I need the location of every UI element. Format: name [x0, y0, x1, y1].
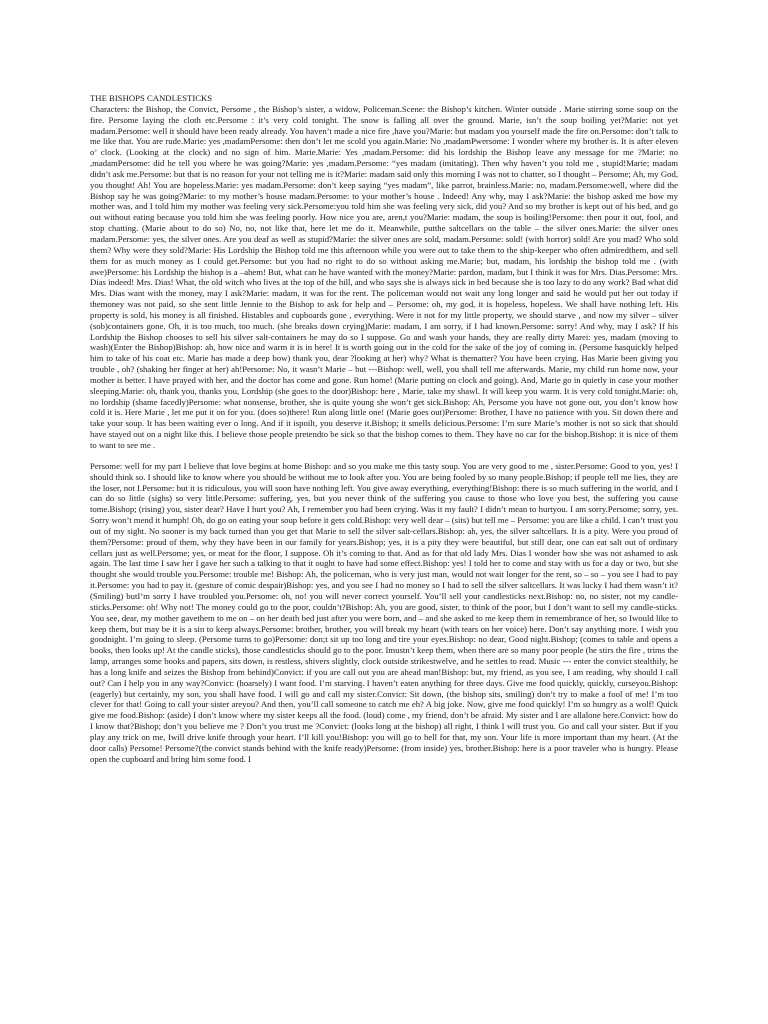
document-title: THE BISHOPS CANDLESTICKS: [90, 93, 213, 103]
document-page: [90, 93, 678, 764]
body-paragraph: Characters: the Bishop, the Convict, Persome , the Bishop’s sister, a widow, Policeman.Scene: the Bishop’s kitchen. Winter outside . Marie stirring some soup on the fire. Persome laying the cloth etc.Persome : it’s very cold tonight. The snow is falling all over the ground. Marie, isn’t the soup boiling yet?Marie: not yet madam.Persome: well it should have been ready already. You haven’t made a nice fire ,have you?Marie: but madam you yourself made the fire on.Persome: don’t talk to me like that. You are rude.Marie: yes ,madamPersome: then don’t let me scold you again.Marie: No ,madamPwersome: I wonder where my brother is. It is after eleven o’ clock. (Looking at the clock) and no sign of him. Marie.Marie: Yes ,madam.Persome: did his lordship the Bishop leave any message for me ?Marie: no ,madamPersome: did he tell you where he was going?Marie: yes ,madam.Persome: “yes madam (imitating). Then why haven’t you told me , stupid!Marie; madam didn’t ask me.Persome: but that is no reason for your not telling me is it?Marie: madam said only this morning I was not to chatter, so I thought – Persome; Ah, my God, you thought! Ah! You are hopeless.Marie: yes madam.Persome: don’t keep saying “yes madam”, like parrot, brainless.Marie: no, madam.Persome:well, where did the Bishop say he was going?Marie: to my mother’s house madam.Persome: to your mother’s house . Indeed! Any why, may I ask?Marie: the bishop asked me how my mother was, and I told him my mother was feeling very sick.Persome:you told him she was feeling very sick, did you? And so my brother is kept out of his bed, and go out without eating because you told him she was feeling poorly. How nice you are, aren,t you?Marie: madam, the soup is boiling!Persome: then pour it out, fool, and stop chatting. (Marie about to do so) No, no, not like that, here let me do it. Meanwhile, putthe saltcellars on the table – the silver ones.Marie: the silver ones madam.Persome: yes, the silver ones. Are you deaf as well as stupid?Marie: the silver ones are sold, madam.Persome: sold! (with horror) sold! Are you mad? Who sold them? Why were they sold?Marie: His Lordship the Bishop told me this afternoon while you were out to take them to the ship-keeper who often admiredthem, and sell them for as much money as I could get.Persome: but you had no right to do so without asking me.Marie; but, madam, his lordship the bishop told me . (with awe)Persome: his Lordship the bishop is a –ahem! But, what can he have wanted with the money?Marie: pardon, madam, but I think it was for Mrs. Dias.Persome: Mrs. Dias indeed! Mrs. Dias! What, the old witch who lives at the top of the hill, and who says she is always sick in bed because she is too lazy to do any work? Bad what did Mrs. Dias want with the money, may I ask?Marie: madam, it was for the rent. The policeman would not wait any long longer and said he would put her out today if themoney was not paid, so she sent little Jennie to the Bishop to ask for help and – Persome: oh, my god, it is hopeless, hopeless. We shall have nothing left. His property is sold, his money is all finished. Histables and cupboards gone , everything. Were it not for my little property, we should starve , and now my silver – silver (sob)containers gone. Oh, it is too much, too much. (she breaks down crying)Marie: madam, I am sorry, if I had known.Persome: sorry! And why, may I ask? If his Lordship the Bishop chooses to sell his silver salt-containers he may do so I suppose. Go and wash your hands, they are really dirty Marei: yes, madam (moving to wash)(Enter the Bishop)Bishop: ah, how nice and warm it is in here! It is worth going out in the cold for the sake of the joy of coming in. (Persome hasquickly helped him to take of his coat etc. Marie has made a deep bow) thank you, dear ?looking at her) why? What is thematter? You have been crying. Has Marie been giving you trouble , oh? (shaking her finger at her) ah!Persome: No, it wasn’t Marie – but ---Bishop: well, well, you shall tell me afterwards. Marie, my child run home now, your mother is better. I have prayed with her, and the doctor has come and gone. Run home! (Marie putting on clock and going). And, Marie go in quietly in case your mother sleeping.Marie: oh, thank you, thanks you, Lordship (she goes to the door)Bishop: here , Marie, take my shawl. It will keep you warm. It is very cold tonight.Marie: oh, no lordship (shame facedly)Persome: what nonsense, brother, she is quite young she won’t get sick.Bishop: Ah, Persome you have not gone out, you don’t know how cold it is. Here Marie , let me put it on for you. (does so)there! Run along little one! (Marie goes out)Persome: Brother, I have no patience with you. Sit down there and take your soup. It has been waiting ever o long. And if it ispoilt, you deserve it.Bishop; it smells delicious.Persome: I’m sure Marie’s mother is not so sick that should have stayed out on a night like this. I believe those people pretendto be sick so that the bishop comes to them. They have no car for the bishop.Bishop: it is nice of them to want to see me .: [90, 103, 678, 450]
body-paragraph: Persome: well for my part I believe that love begins at home Bishop: and so you make me this tasty soup. You are very good to me , sister.Persome: Good to you, yes! I should think so. I should like to know where you should be without me to look after you. You are being fooled by so many people.Bishop; if people tell me lies, they are the loser, not I.Persome: but it is ridiculous, you will soon have nothing left. You give away everything, everything!Bishop: there is so much suffering in the world, and I can do so little (sighs) so very little.Persome: suffering, yes, but you never think of the suffering you cause to those who love you best, the suffering you cause tome.Bishop; (rising) you, sister dear? Have I hurt you? Ah, I remember you had been crying. Was it my fault? I didn’t mean to hurtyou. I am sorry.Persome; sorry, yes. Sorry won’t mend it humph! Oh, do go on eating your soup before it gets cold.Bishop: very well dear – (sits) but tell me – Persome: you are like a child. I can’t trust you out of my sight. No sooner is my back turned than you get that Marie to sell the silver salt-cellars.Bishop: ah, yes, the silver saltcellars. It is a pity. Were you proud of them?Persome: proud of them, why they have been in our family for years.Bishop; yes, it is a pity they were beautiful, but still dear, one can eat salt out of ordinary cellars just as well.Persome; yes, or meat for the floor, I suppose. Oh it’s coming to that. And as for that old lady Mrs. Dias I wonder how she was not ashamed to ask again. The last time I saw her I gave her such a talking to that it ought to have had some effect.Bishop: yes! I told her to come and stay with us for a day or two, but she thought she would trouble you.Persome: trouble me! Bishop: Ah, the policeman, who is very just man, would not wait longer for the rent, so – so – you see I had to pay it.Persome: you had to pay it. (gesture of comic despair)Bishop: yes, and you see I had no money so I had to sell the silver saltcellars. It was lucky I had them wasn’t it? (Smiling) butI’m sorry I have troubled you.Persome: oh, no! you will never correct yourself. You’ll sell your candlesticks next.Bishop: no, no sister, not my candle-sticks.Persome: oh! Why not! The money could go to the poor, couldn’t?Bishop: Ah, you are good, sister, to think of the poor, but I don’t want to sell my candle-sticks. You see, dear, my mother gavethem to me on – on her death bed just after you were born, and – and she asked to me keep them in remembrance of her, so Iwould like to keep them, but may be it is a sin to keep always.Persome: brother, brother, you will break my heart (with tears on her voice) here. Don’t say anything more. I wish you goodnight. I’m going to sleep. (Persome turns to go)Persome: don;t sit up too long and tire your eyes.Bishop: no dear, Good night.Bishop; (comes to table and opens a books, then looks up! At the candle sticks), those candlesticks should go to the poor. Imustn’t keep them, when there are so many poor people (he stirs the fire , trims the lamp, arranges some books and papers, sits down, is restless, shivers slightly, clock outside strikestwelve, and he settles to read. Music --- enter the convict stealthily, he has a long knife and seizes the Bishop from behind)Convict: if you are call out you are ahead man!Bishop: but, my friend, as you see, I am reading, why should I call out? Can I help you in any way?Convict: (hoarsely) I want food. I’m starving. I haven’t eaten anything for three days. Give me food quickly, quickly, curseyou.Bishop: (eagerly) but certainly, my son, you shall have food. I will go and call my sister.Convict: Sit down, (the bishop sits, smiling) don’t try to make a fool of me! I’m too clever for that! Going to call your sister areyou? And then, you’ll call someone to catch me eh? A big joke. Now, give me food quickly! I’m so hungry as a wolf! Quick give me food.Bishop: (aside) I don’t know where my sister keeps all the food. (loud) come , my friend, don’t be afraid. My sister and I are allalone here.Convict: how do I know that?Bishop; don’t you believe me ? Don’t you trust me ?Convict: (looks long at the bishop) all right, I think I will trust you. Go and call your sister. But if you play any trick on me, Iwill drive knife through your heart. I’ll kill you!Bishop: you will go to hell for that, my son. Your life is more important than my heart. (At the door calls) Persome! Persome?(the convict stands behind with the knife ready)Persome: (from inside) yes, brother.Bishop: here is a poor traveler who is hungry. Please open the cupboard and bring him some food. I: [90, 460, 678, 764]
